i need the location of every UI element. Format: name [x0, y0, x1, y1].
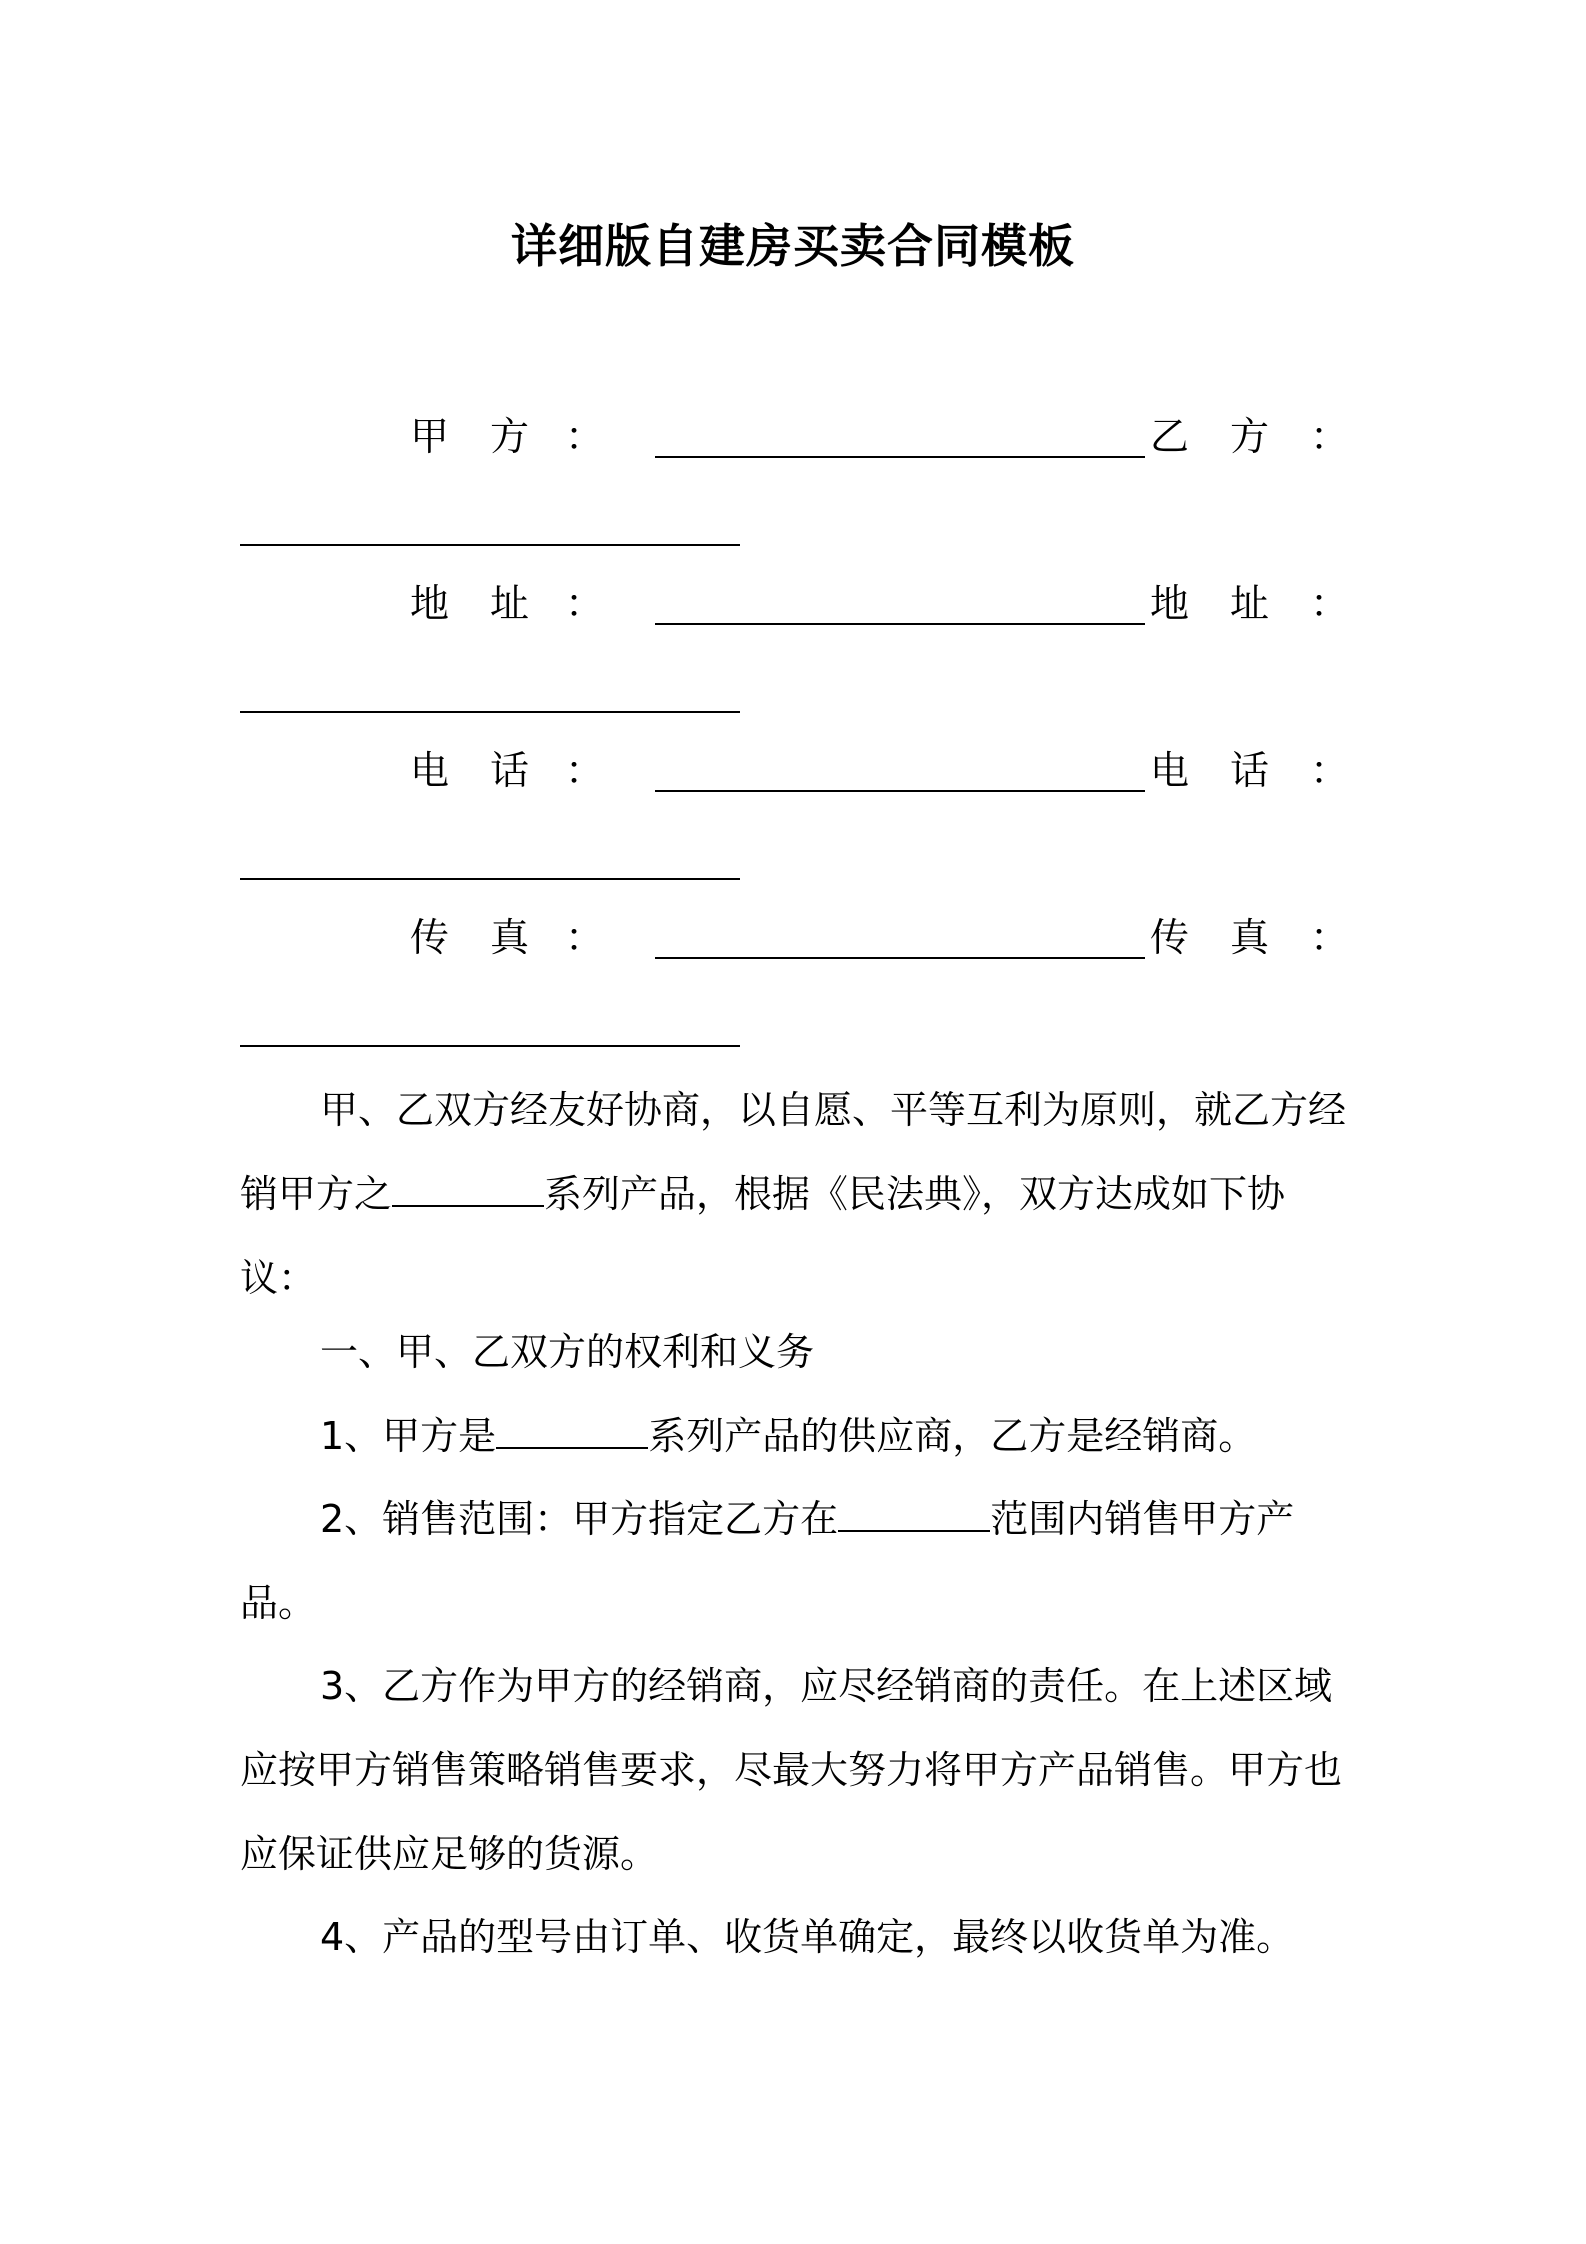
field-label-party-b: 乙	[1150, 415, 1190, 460]
clause-item-4: 4、产品的型号由订单、收货单确定，最终以收货单为准。	[320, 1915, 1295, 1959]
field-row-party	[240, 396, 1360, 480]
party-a-blank[interactable]	[655, 456, 1145, 458]
field-colon: ：	[1310, 582, 1350, 627]
field-row-phone	[240, 730, 1360, 814]
intro-text: 系列产品，根据《民法典》，双方达成如下协议：	[240, 1172, 1286, 1300]
fax-b-blank[interactable]	[240, 1045, 740, 1047]
field-colon: ：	[565, 582, 605, 627]
clause-text: 系列产品的供应商，乙方是经销商。	[648, 1414, 1257, 1458]
field-label-phone-b: 话	[1230, 749, 1270, 794]
field-label-party-a: 方	[490, 415, 530, 460]
field-label-phone-a: 话	[490, 749, 530, 794]
field-label-address-a: 地	[410, 582, 450, 627]
party-b-blank[interactable]	[240, 544, 740, 546]
field-colon: ：	[565, 749, 605, 794]
product-series-blank[interactable]	[392, 1173, 544, 1207]
field-colon: ：	[565, 415, 605, 460]
field-label-fax-b: 传	[1150, 916, 1190, 961]
clause-item-3: 3、乙方作为甲方的经销商，应尽经销商的责任。在上述区域应按甲方销售策略销售要求，尽最大努力将甲方产品销售。甲方也应保证供应足够的货源。	[240, 1664, 1343, 1876]
address-a-blank[interactable]	[655, 623, 1145, 625]
phone-a-blank[interactable]	[655, 790, 1145, 792]
sales-range-blank[interactable]	[838, 1498, 990, 1532]
field-label-fax-a: 传	[410, 916, 450, 961]
phone-b-blank[interactable]	[240, 878, 740, 880]
clause-text: 范围内销售甲方产品。	[240, 1497, 1295, 1625]
field-label-address-b: 址	[1230, 582, 1270, 627]
clause-text: 2、销售范围：甲方指定乙方在	[320, 1497, 839, 1541]
field-label-address-a: 址	[490, 582, 530, 627]
field-label-party-a: 甲	[410, 415, 450, 460]
field-label-party-b: 方	[1230, 415, 1270, 460]
field-colon: ：	[1310, 749, 1350, 794]
address-b-blank[interactable]	[240, 711, 740, 713]
field-label-address-b: 地	[1150, 582, 1190, 627]
field-colon: ：	[1310, 415, 1350, 460]
document-title: 详细版自建房买卖合同模板	[511, 219, 1075, 273]
field-label-fax-b: 真	[1230, 916, 1270, 961]
field-colon: ：	[1310, 916, 1350, 961]
clause-text: 1、甲方是	[320, 1414, 497, 1458]
section-heading: 一、甲、乙双方的权利和义务	[320, 1330, 815, 1374]
field-colon: ：	[565, 916, 605, 961]
intro-paragraph	[240, 1068, 1360, 1320]
field-label-fax-a: 真	[490, 916, 530, 961]
field-row-fax	[240, 897, 1360, 981]
clause-item-1	[240, 1394, 1360, 1478]
field-row-address	[240, 563, 1360, 647]
supplier-series-blank[interactable]	[496, 1415, 648, 1449]
intro-text: 甲、乙双方经友好协商，以自愿、平等互利为原则，就乙方经销甲方之	[240, 1088, 1347, 1216]
field-label-phone-a: 电	[410, 749, 450, 794]
field-label-phone-b: 电	[1150, 749, 1190, 794]
fax-a-blank[interactable]	[655, 957, 1145, 959]
clause-item-2	[240, 1477, 1360, 1645]
